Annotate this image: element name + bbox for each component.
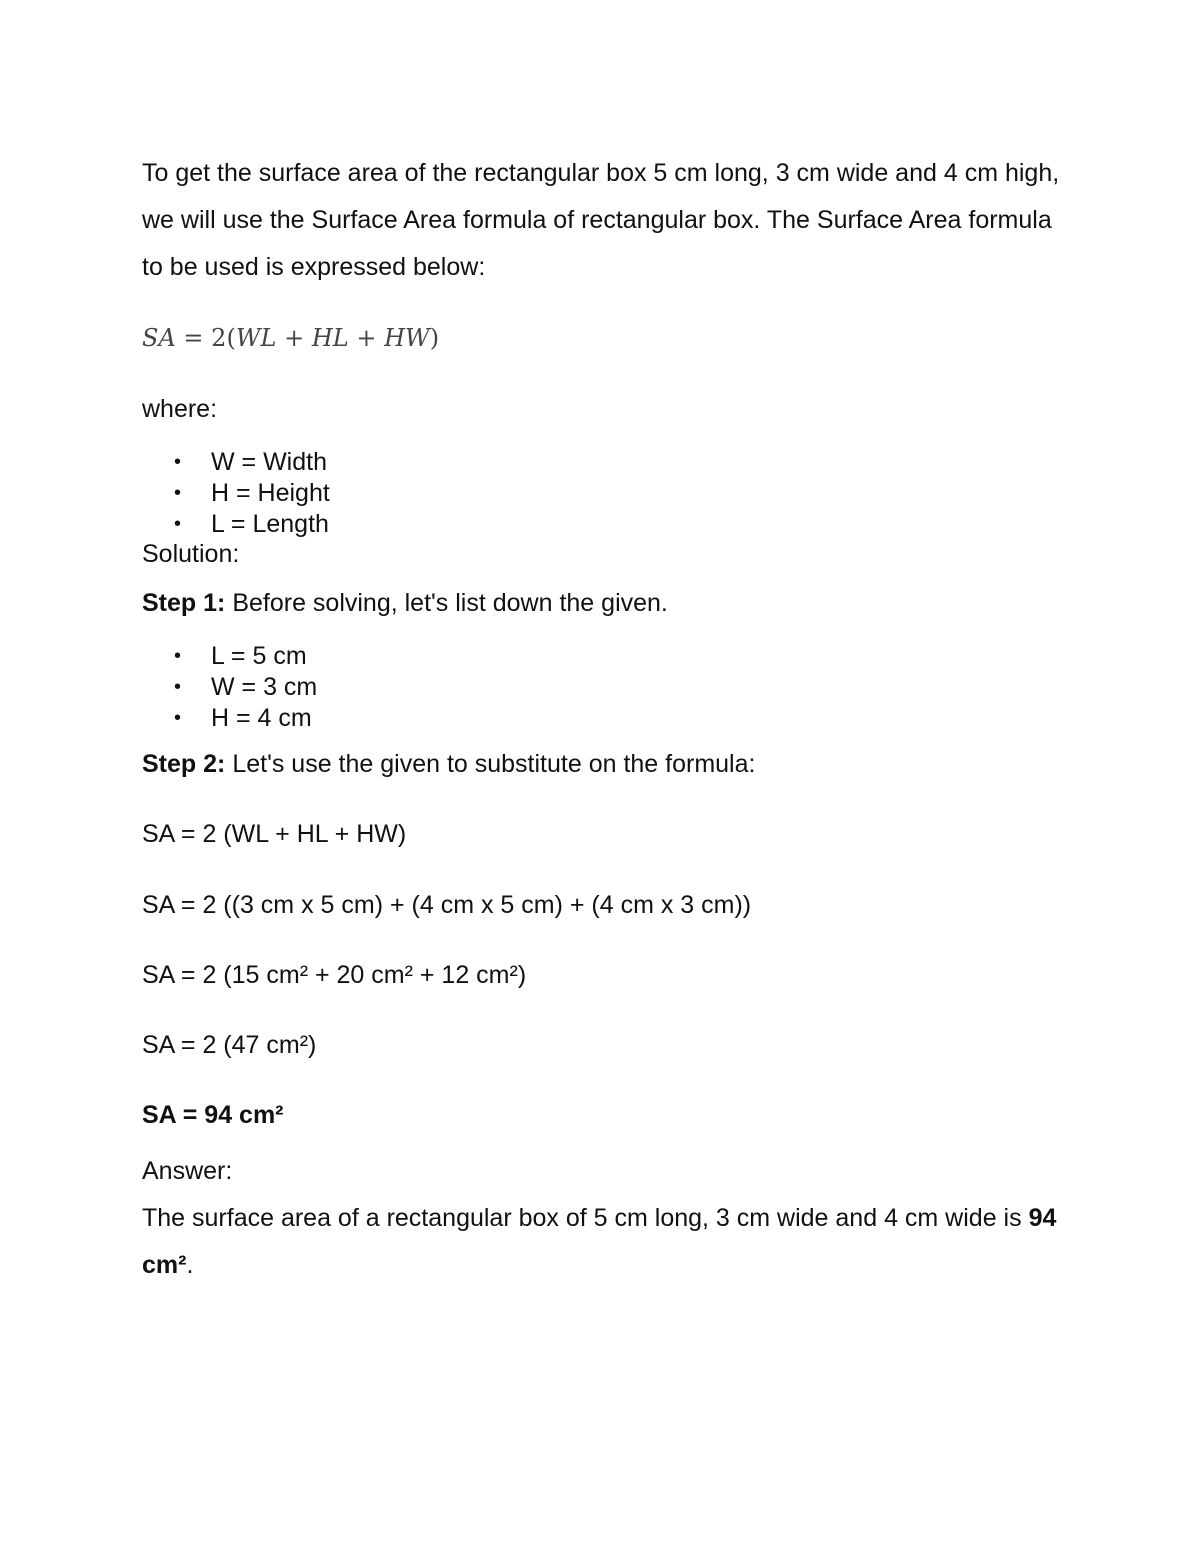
surface-area-formula xyxy=(142,324,439,352)
step-1-text: Before solving, let's list down the given. xyxy=(232,589,668,617)
step-1 xyxy=(142,589,668,618)
equation-line: SA = 2 ((3 cm x 5 cm) + (4 cm x 5 cm) + (4 cm x 3 cm)) xyxy=(142,891,752,919)
formula-term-hw: HW xyxy=(384,324,430,352)
formula-close-paren: ) xyxy=(429,324,440,352)
formula-equals: = xyxy=(183,324,204,352)
equation-result: SA = 94 cm² xyxy=(142,1101,284,1129)
answer-text: The surface area of a rectangular box of 5 cm long, 3 cm wide and 4 cm wide is xyxy=(142,1204,1029,1232)
answer-period: . xyxy=(186,1251,194,1279)
formula-lhs: SA xyxy=(142,324,176,352)
intro-paragraph: To get the surface area of the rectangular box 5 cm long, 3 cm wide and 4 cm high, we will use the Surface Area formula of rectangular box. The Surface Area formula to be used is expressed below: xyxy=(142,159,1060,281)
where-label: where: xyxy=(142,395,218,423)
step-2 xyxy=(142,750,755,779)
formula-coefficient: 2( xyxy=(211,324,236,352)
variable-list xyxy=(142,447,330,540)
solution-label: Solution: xyxy=(142,540,240,568)
formula-plus: + xyxy=(356,324,377,352)
list-item: • H = Height xyxy=(142,478,330,509)
list-item: • L = 5 cm xyxy=(142,641,317,672)
equation-line: SA = 2 (WL + HL + HW) xyxy=(142,820,407,848)
given-list xyxy=(142,641,317,734)
list-item: • H = 4 cm xyxy=(142,703,317,734)
formula-plus: + xyxy=(284,324,305,352)
list-item: • W = 3 cm xyxy=(142,672,317,703)
equation-line: SA = 2 (47 cm²) xyxy=(142,1031,317,1059)
answer-value: 94 cm² xyxy=(142,1204,1057,1279)
step-2-label: Step 2: xyxy=(142,750,226,778)
equation-line: SA = 2 (15 cm² + 20 cm² + 12 cm²) xyxy=(142,961,527,989)
answer-label: Answer: xyxy=(142,1157,233,1185)
step-2-text: Let's use the given to substitute on the formula: xyxy=(232,750,756,778)
formula-term-hl: HL xyxy=(311,324,349,352)
list-item: • L = Length xyxy=(142,509,330,540)
list-item: • W = Width xyxy=(142,447,330,478)
step-1-label: Step 1: xyxy=(142,589,226,617)
answer-paragraph xyxy=(142,1195,1072,1289)
formula-term-wl: WL xyxy=(235,324,277,352)
